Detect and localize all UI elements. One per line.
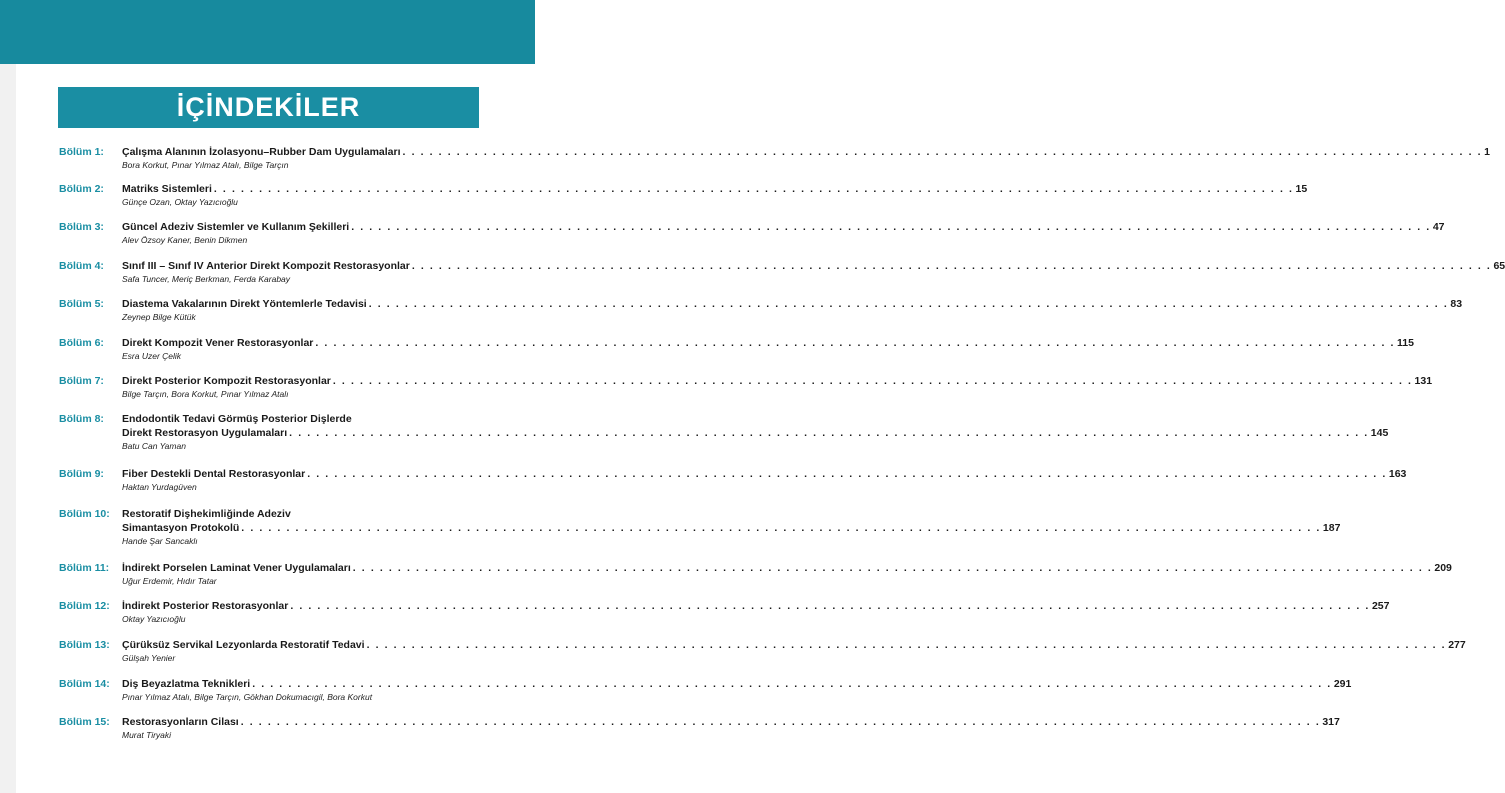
chapter-label: Bölüm 6: — [59, 337, 104, 349]
page-number: 163 — [1388, 468, 1407, 480]
chapter-content — [122, 561, 1452, 587]
chapter-title-line — [122, 297, 1463, 311]
chapter-authors: Zeynep Bilge Kütük — [122, 312, 196, 322]
chapter-label: Bölüm 12: — [59, 600, 110, 612]
chapter-title-line — [122, 426, 1389, 440]
dot-leader: . . . . . . . . . . . . . . . . . . . . . . . . . . . . . . . . . . . . . . . . . . . . . . . . . . . . . . . . . . . . . . . . . . . . . . . . . . . . . . . . . . . . . . . . . . . . . . . . . . . . . . . . . . . . . . . . . . . . . . . . — [368, 298, 1449, 310]
page-number: 209 — [1434, 562, 1452, 574]
dot-leader: . . . . . . . . . . . . . . . . . . . . . . . . . . . . . . . . . . . . . . . . . . . . . . . . . . . . . . . . . . . . . . . . . . . . . . . . . . . . . . . . . . . . . . . . . . . . . . . . . . . . . . . . . . . . . . . . . . . . . . . . — [366, 639, 1447, 651]
chapter-title-line — [122, 220, 1445, 234]
dot-leader: . . . . . . . . . . . . . . . . . . . . . . . . . . . . . . . . . . . . . . . . . . . . . . . . . . . . . . . . . . . . . . . . . . . . . . . . . . . . . . . . . . . . . . . . . . . . . . . . . . . . . . . . . . . . . . . . . . . . . . . . — [332, 375, 1413, 387]
chapter-content — [122, 412, 1389, 452]
chapter-authors: Oktay Yazıcıoğlu — [122, 614, 186, 624]
chapter-authors: Alev Özsoy Kaner, Benin Dikmen — [122, 235, 248, 245]
chapter-label: Bölüm 7: — [59, 375, 104, 387]
page-number: 291 — [1333, 678, 1352, 690]
chapter-authors: Pınar Yılmaz Atalı, Bilge Tarçın, Gökhan Dokumacıgil, Bora Korkut — [122, 692, 373, 702]
chapter-label: Bölüm 1: — [59, 146, 104, 158]
chapter-title: Fiber Destekli Dental Restorasyonlar — [122, 468, 306, 480]
chapter-content — [122, 507, 1341, 547]
chapter-authors: Uğur Erdemir, Hıdır Tatar — [122, 576, 217, 586]
chapter-title: Restoratif Dişhekimliğinde Adeziv — [122, 508, 291, 520]
chapter-title: Direkt Kompozit Vener Restorasyonlar — [122, 337, 314, 349]
chapter-title-line — [122, 145, 1490, 159]
dot-leader: . . . . . . . . . . . . . . . . . . . . . . . . . . . . . . . . . . . . . . . . . . . . . . . . . . . . . . . . . . . . . . . . . . . . . . . . . . . . . . . . . . . . . . . . . . . . . . . . . . . . . . . . . . . . . . . . . . . . . . . . — [290, 600, 1370, 612]
dot-leader: . . . . . . . . . . . . . . . . . . . . . . . . . . . . . . . . . . . . . . . . . . . . . . . . . . . . . . . . . . . . . . . . . . . . . . . . . . . . . . . . . . . . . . . . . . . . . . . . . . . . . . . . . . . . . . . . . . . . . . . . — [352, 562, 1433, 574]
chapter-label: Bölüm 11: — [59, 562, 110, 574]
chapter-title: Diastema Vakalarının Direkt Yöntemlerle Tedavisi — [122, 298, 367, 310]
chapter-label: Bölüm 14: — [59, 678, 110, 690]
chapter-title-line — [122, 467, 1407, 481]
chapter-title-line — [122, 677, 1352, 691]
dot-leader: . . . . . . . . . . . . . . . . . . . . . . . . . . . . . . . . . . . . . . . . . . . . . . . . . . . . . . . . . . . . . . . . . . . . . . . . . . . . . . . . . . . . . . . . . . . . . . . . . . . . . . . . . . . . . . . . . . . . . . . . — [240, 716, 1321, 728]
page-number: 145 — [1370, 427, 1389, 439]
chapter-title: Direkt Restorasyon Uygulamaları — [122, 427, 288, 439]
chapter-content — [122, 145, 1490, 171]
dot-leader: . . . . . . . . . . . . . . . . . . . . . . . . . . . . . . . . . . . . . . . . . . . . . . . . . . . . . . . . . . . . . . . . . . . . . . . . . . . . . . . . . . . . . . . . . . . . . . . . . . . . . . . . . . . . . . . . . . . . . . . . — [351, 221, 1431, 233]
chapter-title-line — [122, 561, 1452, 575]
chapter-content — [122, 182, 1308, 208]
page-number: 65 — [1493, 260, 1505, 272]
chapter-title-line — [122, 507, 481, 521]
chapter-label: Bölüm 3: — [59, 221, 104, 233]
chapter-authors: Esra Uzer Çelik — [122, 351, 182, 361]
dot-leader: . . . . . . . . . . . . . . . . . . . . . . . . . . . . . . . . . . . . . . . . . . . . . . . . . . . . . . . . . . . . . . . . . . . . . . . . . . . . . . . . . . . . . . . . . . . . . . . . . . . . . . . . . . . . . . . . . . . . . . . . — [402, 146, 1483, 158]
chapter-authors: Bilge Tarçın, Bora Korkut, Pınar Yılmaz Atalı — [122, 389, 289, 399]
page-number: 277 — [1448, 639, 1466, 651]
chapter-label: Bölüm 2: — [59, 183, 104, 195]
chapter-title-line — [122, 638, 1466, 652]
chapter-content — [122, 638, 1466, 664]
dot-leader: . . . . . . . . . . . . . . . . . . . . . . . . . . . . . . . . . . . . . . . . . . . . . . . . . . . . . . . . . . . . . . . . . . . . . . . . . . . . . . . . . . . . . . . . . . . . . . . . . . . . . . . . . . . . . . . . . . . . . . . . — [213, 183, 1294, 195]
page-number: 187 — [1322, 522, 1341, 534]
chapter-title-line — [122, 412, 481, 426]
chapter-authors: Günçe Ozan, Oktay Yazıcıoğlu — [122, 197, 238, 207]
chapter-label: Bölüm 10: — [59, 508, 110, 520]
page-number: 317 — [1322, 716, 1340, 728]
chapter-title: Direkt Posterior Kompozit Restorasyonlar — [122, 375, 331, 387]
chapter-title-line — [122, 374, 1433, 388]
page-edge-shadow — [0, 64, 16, 793]
page-number: 83 — [1450, 298, 1463, 310]
dot-leader: . . . . . . . . . . . . . . . . . . . . . . . . . . . . . . . . . . . . . . . . . . . . . . . . . . . . . . . . . . . . . . . . . . . . . . . . . . . . . . . . . . . . . . . . . . . . . . . . . . . . . . . . . . . . . . . . . . . . . . . . — [411, 260, 1492, 272]
chapter-content — [122, 374, 1433, 400]
dot-leader: . . . . . . . . . . . . . . . . . . . . . . . . . . . . . . . . . . . . . . . . . . . . . . . . . . . . . . . . . . . . . . . . . . . . . . . . . . . . . . . . . . . . . . . . . . . . . . . . . . . . . . . . . . . . . . . . . . . . . . . . — [289, 427, 1369, 439]
chapter-content — [122, 715, 1340, 741]
chapter-authors: Murat Tiryaki — [122, 730, 172, 740]
chapter-title-line — [122, 599, 1390, 613]
chapter-content — [122, 220, 1445, 246]
chapter-label: Bölüm 5: — [59, 298, 104, 310]
chapter-title: Simantasyon Protokolü — [122, 522, 240, 534]
chapter-content — [122, 467, 1407, 493]
chapter-title: Diş Beyazlatma Teknikleri — [122, 678, 251, 690]
page-number: 47 — [1432, 221, 1445, 233]
dot-leader: . . . . . . . . . . . . . . . . . . . . . . . . . . . . . . . . . . . . . . . . . . . . . . . . . . . . . . . . . . . . . . . . . . . . . . . . . . . . . . . . . . . . . . . . . . . . . . . . . . . . . . . . . . . . . . . . . . . . . . . . — [315, 337, 1396, 349]
chapter-label: Bölüm 4: — [59, 260, 104, 272]
chapter-authors: Safa Tuncer, Meriç Berkman, Ferda Karabay — [122, 274, 291, 284]
chapter-title: İndirekt Porselen Laminat Vener Uygulamaları — [122, 562, 351, 574]
page-number: 115 — [1397, 337, 1414, 349]
chapter-title: Endodontik Tedavi Görmüş Posterior Dişlerde — [122, 413, 352, 425]
chapter-content — [122, 297, 1463, 323]
chapter-content — [122, 336, 1414, 362]
chapter-label: Bölüm 13: — [59, 639, 110, 651]
chapter-label: Bölüm 15: — [59, 716, 110, 728]
chapter-authors: Batu Can Yaman — [122, 441, 186, 451]
chapter-title: Restorasyonların Cilası — [122, 716, 239, 728]
chapter-title: Çürüksüz Servikal Lezyonlarda Restoratif Tedavi — [122, 639, 365, 651]
page-number: 15 — [1295, 183, 1308, 195]
page-title: İÇİNDEKİLER — [176, 92, 361, 122]
toc-title-bar — [58, 87, 479, 128]
chapter-label: Bölüm 8: — [59, 413, 104, 425]
chapter-content — [122, 259, 1505, 285]
top-color-band — [0, 0, 535, 64]
chapter-title-line — [122, 715, 1340, 729]
dot-leader: . . . . . . . . . . . . . . . . . . . . . . . . . . . . . . . . . . . . . . . . . . . . . . . . . . . . . . . . . . . . . . . . . . . . . . . . . . . . . . . . . . . . . . . . . . . . . . . . . . . . . . . . . . . . . . . . . . . . . . . . — [307, 468, 1387, 480]
chapter-title-line — [122, 259, 1505, 273]
chapter-title: Sınıf III – Sınıf IV Anterior Direkt Kompozit Restorasyonlar — [122, 260, 410, 272]
chapter-content — [122, 599, 1390, 625]
chapter-title: Çalışma Alanının İzolasyonu–Rubber Dam Uygulamaları — [122, 146, 401, 158]
chapter-title: Matriks Sistemleri — [122, 183, 212, 195]
chapter-authors: Haktan Yurdagüven — [122, 482, 197, 492]
dot-leader: . . . . . . . . . . . . . . . . . . . . . . . . . . . . . . . . . . . . . . . . . . . . . . . . . . . . . . . . . . . . . . . . . . . . . . . . . . . . . . . . . . . . . . . . . . . . . . . . . . . . . . . . . . . . . . . . . . . . . . . . — [252, 678, 1332, 690]
chapter-title-line — [122, 521, 1341, 535]
page-number: 131 — [1414, 375, 1433, 387]
chapter-authors: Bora Korkut, Pınar Yılmaz Atalı, Bilge Tarçın — [122, 160, 289, 170]
chapter-title-line — [122, 182, 1308, 196]
chapter-authors: Hande Şar Sancaklı — [122, 536, 198, 546]
chapter-title: İndirekt Posterior Restorasyonlar — [122, 600, 289, 612]
dot-leader: . . . . . . . . . . . . . . . . . . . . . . . . . . . . . . . . . . . . . . . . . . . . . . . . . . . . . . . . . . . . . . . . . . . . . . . . . . . . . . . . . . . . . . . . . . . . . . . . . . . . . . . . . . . . . . . . . . . . . . . . — [241, 522, 1321, 534]
chapter-title-line — [122, 336, 1414, 350]
chapter-authors: Gülşah Yenier — [122, 653, 176, 663]
page-number: 257 — [1371, 600, 1390, 612]
chapter-label: Bölüm 9: — [59, 468, 104, 480]
chapter-title: Güncel Adeziv Sistemler ve Kullanım Şekilleri — [122, 221, 350, 233]
page-number: 1 — [1484, 146, 1490, 158]
chapter-content — [122, 677, 1352, 703]
